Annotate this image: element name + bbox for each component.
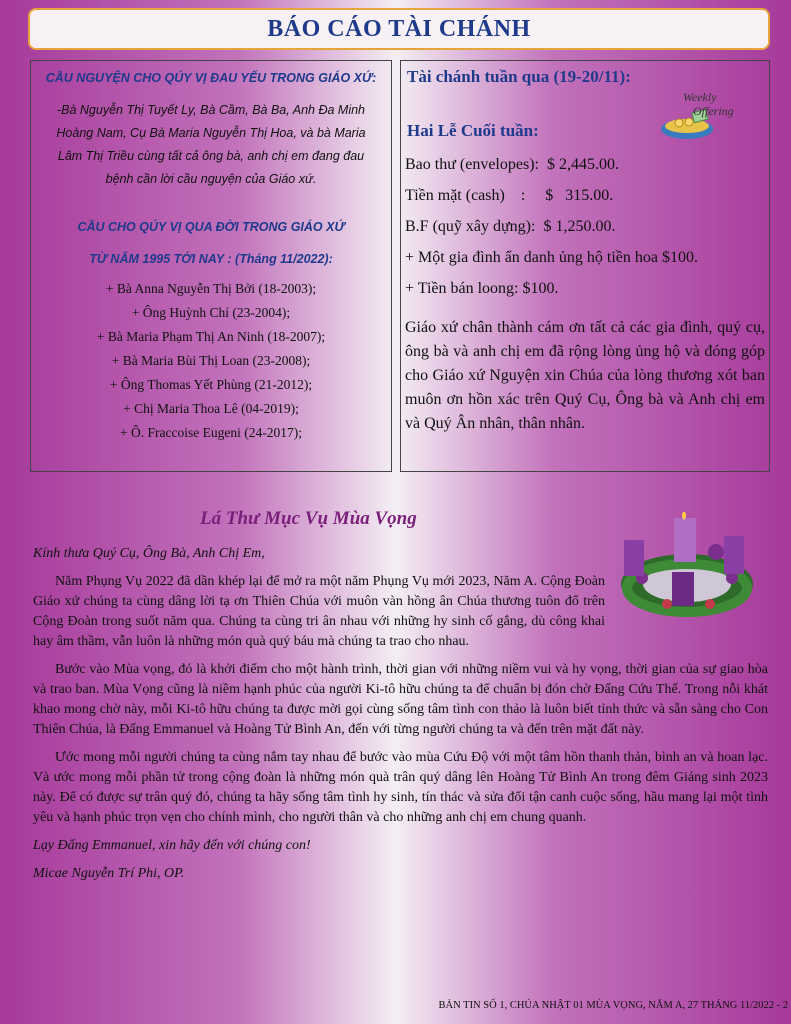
- deceased-list: [31, 277, 391, 445]
- deceased-item: + Bà Maria Bùi Thị Loan (23-2008);: [111, 353, 311, 368]
- finance-line: B.F (quỹ xây dựng): $ 1,250.00.: [405, 218, 616, 235]
- deceased-heading-line-1: CẦU CHO QÚY VỊ QUA ĐỜI TRONG GIÁO XỨ: [77, 220, 345, 234]
- weekend-heading: Hai Lễ Cuối tuần:: [407, 121, 539, 140]
- title-banner: [28, 8, 770, 50]
- letter-signature: Micae Nguyễn Trí Phi, OP.: [33, 866, 185, 881]
- letter-paragraph: Năm Phụng Vụ 2022 đã dần khép lại để mở ra một năm Phụng Vụ mới 2023, Năm A. Cộng Đoàn Giáo xứ chúng ta cùng dâng lời tạ ơn Thiên Chúa với muôn vàn hồng ân Chúa thương tuôn đổ trên Cộng Đoàn trong suốt năm qua. Chúng ta cùng tri ân nhau với những hy sinh cố gắng, dù công khai hay âm thầm, vẫn luôn là những món quà quý báu mà chúng ta trao cho nhau.: [33, 574, 605, 649]
- finance-line: Bao thư (envelopes): $ 2,445.00.: [405, 156, 619, 173]
- thanks-text: Giáo xứ chân thành cám ơn tất cả các gia đình, quý cụ, ông bà và anh chị em đã rộng lòng ủng hộ và đóng góp cho Giáo xứ Nguyện xin Chúa của lòng thương xót ban muôn ơn hồn xác trên Quý Cụ, Ông bà và Anh chị em và Quý Ân nhân, thân nhân.: [405, 319, 765, 432]
- weekly-offering-icon: [657, 89, 741, 145]
- deceased-heading-line-2: TỪ NĂM 1995 TỚI NAY : (Tháng 11/2022):: [89, 252, 333, 266]
- prayer-box: [30, 60, 392, 472]
- page-title: BÁO CÁO TÀI CHÁNH: [267, 15, 531, 42]
- letter-paragraph: Bước vào Mùa vọng, đó là khởi điểm cho một hành trình, thời gian với những niềm vui và hy vọng, thời gian của sự giao hòa và trao ban. Mùa Vọng cũng là niềm hạnh phúc của người Ki-tô hữu chúng ta để chuẩn bị đón chờ Đấng Cứu Thế. Trong nỗi khát khao mong chờ này, mỗi Ki-tô hữu chúng ta được mời gọi cùng sống tâm tình con thảo là luôn biết tỉnh thức và sẵn sàng cho Con Thiên Chúa, là Đấng Emmanuel và Hoàng Tử Bình An, đến với từng người chúng ta và đến trên mặt đất này.: [33, 662, 768, 737]
- finance-line: + Tiền bán loong: $100.: [405, 280, 559, 297]
- sick-prayer-text: -Bà Nguyễn Thị Tuyết Ly, Bà Cầm, Bà Ba, Anh Đa Minh Hoàng Nam, Cụ Bà Maria Nguyễn Thị Hoa, và bà Maria Lâm Thị Triều cùng tất cả ông bà, anh chị em đang đau bệnh cần lời cầu nguyện của Giáo xứ.: [56, 103, 366, 186]
- footer-bulletin-info: BẢN TIN SỐ 1, CHÚA NHẬT 01 MÙA VỌNG, NĂM A, 27 THÁNG 11/2022 - 2: [438, 1000, 788, 1011]
- finance-lines: [405, 149, 765, 304]
- finance-line: + Một gia đình ẩn danh ủng hộ tiền hoa $100.: [405, 249, 698, 266]
- deceased-item: + Ông Thomas Yết Phùng (21-2012);: [109, 377, 313, 392]
- offering-icon-text-2: Offering: [693, 104, 734, 118]
- finance-box: [400, 60, 770, 472]
- letter-greeting: Kính thưa Quý Cụ, Ông Bà, Anh Chị Em,: [33, 546, 265, 561]
- sick-prayer-heading: CẦU NGUYỆN CHO QÚY VỊ ĐAU YẾU TRONG GIÁO XỨ:: [45, 71, 377, 85]
- finance-heading: Tài chánh tuần qua (19-20/11):: [407, 67, 631, 86]
- deceased-item: + Ô. Fraccoise Eugeni (24-2017);: [120, 425, 302, 440]
- letter-title: Lá Thư Mục Vụ Mùa Vọng: [200, 508, 417, 529]
- letter-paragraph: Ước mong mỗi người chúng ta cùng nắm tay nhau để bước vào mùa Cứu Độ với một tâm hồn thanh thản, bình an và hoan lạc. Và ước mong mỗi phần tử trong cộng đoàn là những món quà trân quý dâng lên Hoàng Tử Bình An trong đêm Giáng sinh 2023 này. Để có được sự trân quý đó, chúng ta hãy sống tâm tình hy sinh, tín thác và sửa đổi tận canh cuộc sống, hầu mang lại một tình yêu và hạnh phúc trọn vẹn cho chính mình, cho người thân và cho những anh chị em chung quanh.: [33, 750, 768, 825]
- deceased-item: + Bà Maria Phạm Thị An Ninh (18-2007);: [96, 329, 326, 344]
- deceased-item: + Bà Anna Nguyễn Thị Bởi (18-2003);: [105, 281, 317, 296]
- finance-line: Tiền mặt (cash) : $ 315.00.: [405, 187, 614, 204]
- letter-closing: Lạy Đấng Emmanuel, xin hãy đến với chúng con!: [33, 838, 311, 853]
- offering-icon-text-1: Weekly: [683, 90, 717, 104]
- deceased-item: + Chị Maria Thoa Lê (04-2019);: [123, 401, 299, 416]
- deceased-heading: [31, 211, 391, 275]
- deceased-item: + Ông Huỳnh Chí (23-2004);: [131, 305, 291, 320]
- pastoral-letter: [33, 544, 768, 892]
